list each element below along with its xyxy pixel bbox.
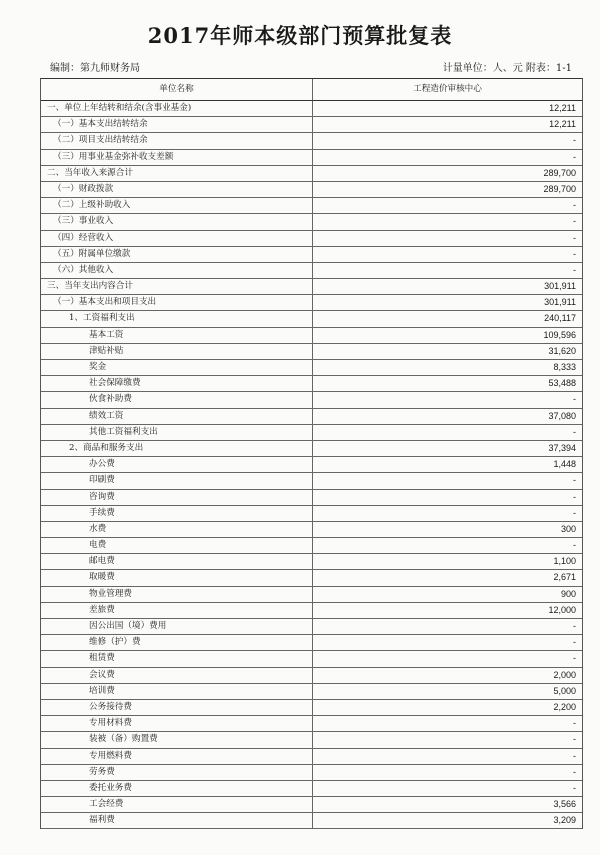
table-row: [41, 457, 582, 473]
row-item-name: 奖金: [41, 360, 313, 375]
row-item-value: -: [573, 135, 576, 146]
row-item-name: （六）其他收入: [41, 263, 313, 278]
table-row: [41, 651, 582, 667]
row-item-name: 邮电费: [41, 554, 313, 569]
table-row: [41, 668, 582, 684]
row-item-name: 福利费: [41, 813, 313, 828]
table-row: [41, 716, 582, 732]
row-item-value: 5,000: [553, 685, 576, 696]
row-item-value: 240,117: [544, 313, 576, 324]
table-row: [41, 166, 582, 182]
table-row: [41, 587, 582, 603]
table-row: [41, 409, 582, 425]
row-item-value: 3,566: [553, 799, 576, 810]
row-item-value: 3,209: [553, 815, 576, 826]
table-row: [41, 344, 582, 360]
table-row: [41, 214, 582, 230]
row-item-value: 12,000: [548, 604, 576, 615]
row-item-value: 109,596: [543, 329, 576, 340]
table-row: [41, 538, 582, 554]
table-row: [41, 749, 582, 765]
row-item-value: 53,488: [548, 378, 576, 389]
row-item-name: 劳务费: [41, 765, 313, 780]
table-row: [41, 279, 582, 295]
row-item-name: 一、单位上年结转和结余(含事业基金): [41, 101, 313, 116]
table-row: [41, 311, 582, 327]
table-row: [41, 247, 582, 263]
table-row: [41, 328, 582, 344]
row-item-name: （三）用事业基金弥补收支差额: [41, 150, 313, 165]
row-item-name: 印刷费: [41, 473, 313, 488]
row-item-value: 2,000: [553, 669, 576, 680]
row-item-value: 8,333: [553, 362, 576, 372]
table-row: [41, 133, 582, 149]
table-header: [41, 79, 582, 101]
row-item-name: 伙食补助费: [41, 392, 313, 407]
row-item-name: 绩效工资: [41, 409, 313, 424]
row-item-name: 2、商品和服务支出: [41, 441, 313, 456]
row-item-value: 289,700: [543, 183, 576, 194]
row-item-value: 2,671: [553, 572, 576, 583]
row-item-name: 社会保障缴费: [41, 376, 313, 391]
row-item-value: 2,200: [553, 701, 576, 712]
row-item-name: （二）项目支出结转结余: [41, 133, 313, 148]
row-item-name: 手续费: [41, 506, 313, 521]
table-row: [41, 360, 582, 376]
row-item-name: 物业管理费: [41, 587, 313, 602]
row-item-name: （四）经营收入: [41, 231, 313, 246]
table-row: [41, 101, 582, 117]
row-item-name: 会议费: [41, 668, 313, 683]
table-row: [41, 635, 582, 651]
table-row: [41, 182, 582, 198]
table-row: [41, 117, 582, 133]
row-item-value: 12,211: [549, 103, 576, 113]
row-item-value: -: [573, 766, 576, 777]
row-item-value: -: [573, 491, 576, 502]
unit-label: 计量单位：人、元 附表：1-1: [442, 63, 572, 74]
table-row: [41, 684, 582, 700]
row-item-name: （二）上级补助收入: [41, 198, 313, 213]
row-item-name: 电费: [41, 538, 313, 553]
table-row: [41, 522, 582, 538]
header-unit-name: 单位名称: [41, 79, 313, 100]
row-item-name: 培训费: [41, 684, 313, 699]
row-item-name: 维修（护）费: [41, 635, 313, 650]
row-item-value: -: [573, 232, 576, 243]
table-row: [41, 263, 582, 279]
table-row: [41, 554, 582, 570]
row-item-value: -: [573, 653, 576, 664]
row-item-value: -: [573, 507, 576, 518]
row-item-value: 900: [560, 588, 576, 599]
row-item-name: 公务接待费: [41, 700, 313, 715]
row-item-value: 12,211: [549, 119, 576, 130]
table-row: [41, 490, 582, 506]
page-title: 2017年师本级部门预算批复表: [147, 23, 453, 48]
table-row: [41, 781, 582, 797]
compiler-label: 编制：第九师财务局: [50, 63, 140, 74]
row-item-name: 水费: [41, 522, 313, 537]
row-item-value: -: [573, 394, 576, 405]
row-item-value: -: [573, 200, 576, 211]
row-item-value: 301,911: [544, 297, 576, 308]
table-row: [41, 506, 582, 522]
row-item-value: -: [573, 151, 576, 162]
row-item-value: -: [573, 621, 576, 631]
row-item-value: 289,700: [543, 167, 576, 178]
table-row: [41, 473, 582, 489]
row-item-value: -: [573, 475, 576, 486]
table-row: [41, 295, 582, 311]
table-row: [41, 797, 582, 813]
header-org-name: 工程造价审核中心: [413, 84, 482, 94]
row-item-name: 其他工资福利支出: [41, 425, 313, 440]
row-item-value: 37,080: [548, 410, 576, 421]
row-item-value: 31,620: [548, 345, 576, 356]
row-item-value: -: [573, 540, 576, 551]
row-item-value: -: [573, 734, 576, 745]
row-item-name: 三、当年支出内容合计: [41, 279, 313, 294]
table-row: [41, 813, 582, 829]
row-item-name: 装被（备）购置费: [41, 732, 313, 747]
row-item-name: 委托业务费: [41, 781, 313, 796]
row-item-value: 37,394: [548, 442, 576, 453]
table-row: [41, 425, 582, 441]
table-row: [41, 231, 582, 247]
row-item-name: 专用燃料费: [41, 749, 313, 764]
table-row: [41, 441, 582, 457]
budget-table: [40, 78, 583, 829]
row-item-name: （五）附属单位缴款: [41, 247, 313, 262]
table-row: [41, 732, 582, 748]
row-item-name: 租赁费: [41, 651, 313, 666]
row-item-value: -: [573, 216, 576, 227]
row-item-name: 因公出国（境）费用: [41, 619, 313, 634]
row-item-name: （一）基本支出和项目支出: [41, 295, 313, 310]
row-item-name: 取暖费: [41, 570, 313, 585]
table-row: [41, 376, 582, 392]
table-row: [41, 603, 582, 619]
row-item-value: 1,100: [553, 556, 576, 567]
row-item-value: 301,911: [544, 281, 576, 292]
row-item-name: 津贴补贴: [41, 344, 313, 359]
row-item-value: 1,448: [553, 459, 576, 470]
row-item-name: 办公费: [41, 457, 313, 472]
table-body: [41, 101, 582, 829]
row-item-name: 工会经费: [41, 797, 313, 812]
table-row: [41, 198, 582, 214]
row-item-name: 专用材料费: [41, 716, 313, 731]
table-row: [41, 570, 582, 586]
table-row: [41, 392, 582, 408]
table-row: [41, 150, 582, 166]
row-item-name: （一）基本支出结转结余: [41, 117, 313, 132]
table-row: [41, 765, 582, 781]
row-item-value: 300: [560, 523, 576, 534]
row-item-value: -: [573, 750, 576, 761]
table-row: [41, 619, 582, 635]
row-item-name: （一）财政拨款: [41, 182, 313, 197]
row-item-value: -: [573, 637, 576, 648]
row-item-name: （三）事业收入: [41, 214, 313, 229]
row-item-name: 1、工资福利支出: [41, 311, 313, 326]
table-row: [41, 700, 582, 716]
row-item-name: 基本工资: [41, 328, 313, 343]
row-item-value: -: [573, 718, 576, 729]
row-item-value: -: [573, 426, 576, 437]
row-item-value: -: [573, 264, 576, 275]
row-item-name: 差旅费: [41, 603, 313, 618]
row-item-value: -: [573, 782, 576, 793]
row-item-name: 二、当年收入来源合计: [41, 166, 313, 181]
row-item-name: 咨询费: [41, 490, 313, 505]
row-item-value: -: [573, 248, 576, 259]
